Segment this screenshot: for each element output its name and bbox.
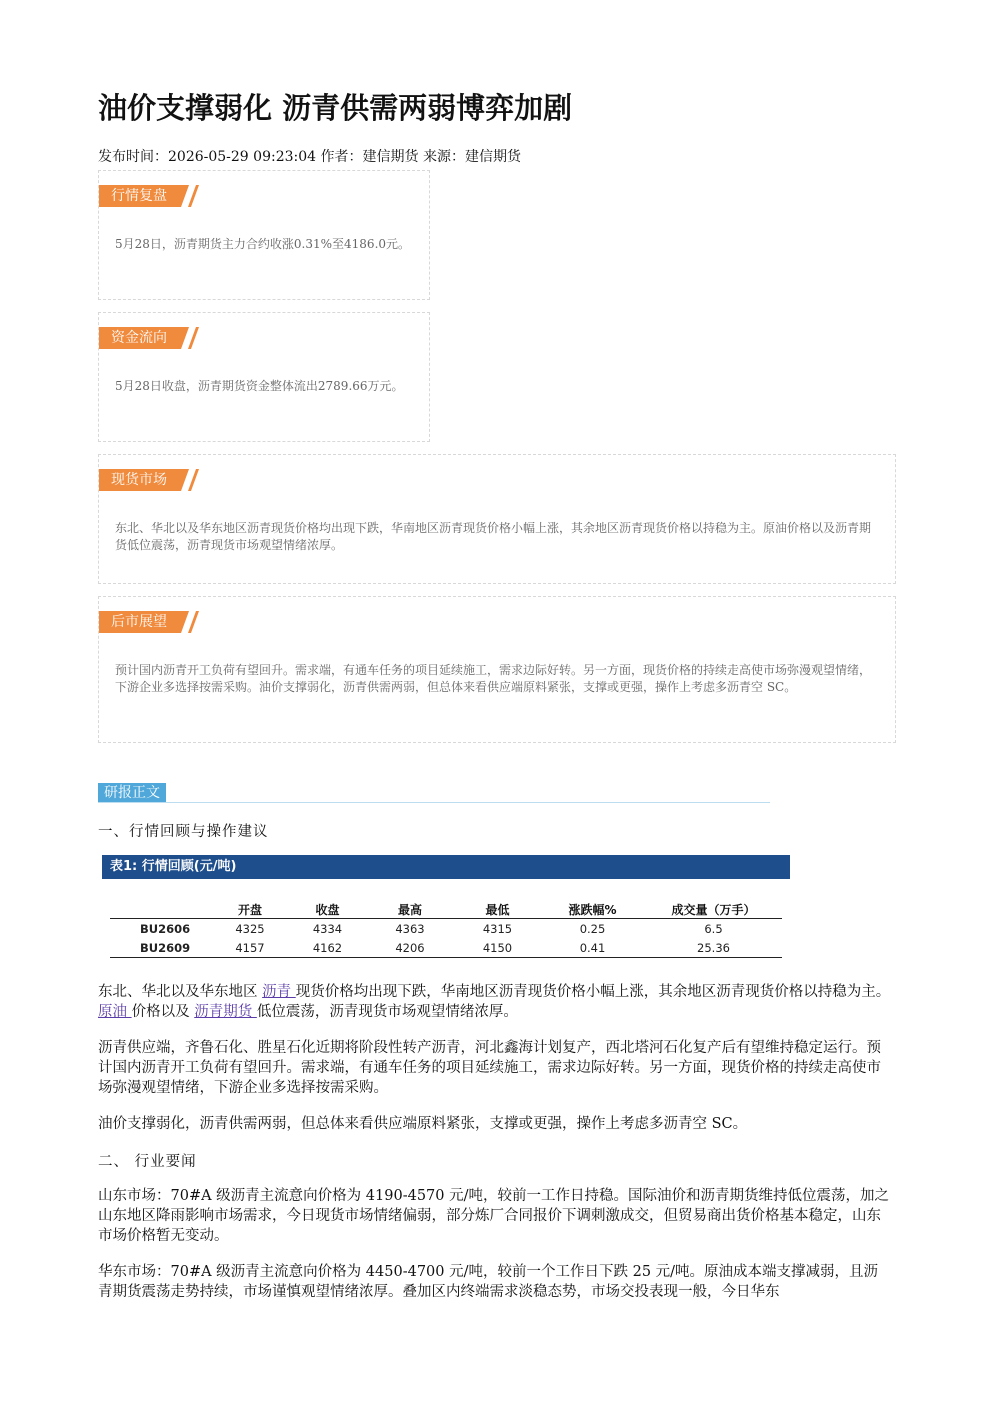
- paragraph-strategy: 油价支撑弱化，沥青供需两弱，但总体来看供应端原料紧张，支撑或更强，操作上考虑多沥青空 SC。: [98, 1116, 748, 1132]
- paragraph-supply: 沥青供应端，齐鲁石化、胜星石化近期将阶段性转产沥青，河北鑫海计划复产，西北塔河石化复产后有望维持稳定运行。预计国内沥青开工负荷有望回升。需求端，有通车任务的项目延续施工，需求边际好转。另一方面，现货价格的持续走高使市场弥漫观望情绪，下游企业多选择按需采购。: [98, 1040, 881, 1096]
- column-header: 成交量（万手）: [645, 900, 782, 919]
- spot-market-tag: 现货市场: [99, 469, 181, 491]
- spot-market-text: 东北、华北以及华东地区沥青现货价格均出现下跌，华南地区沥青现货价格小幅上涨，其余地区沥青现货价格以持稳为主。原油价格以及沥青期货低位震荡，沥青现货市场观望情绪浓厚。: [115, 521, 872, 552]
- fund-flow-text: 5月28日收盘，沥青期货资金整体流出2789.66万元。: [115, 379, 404, 393]
- text-run: 价格以及: [131, 1004, 195, 1020]
- volume-cell: 25.36: [645, 938, 782, 958]
- source-label: 来源：: [418, 149, 465, 165]
- close-cell: 4334: [312, 921, 343, 936]
- table-title: 表1: 行情回顾(元/吨): [110, 859, 237, 874]
- text-run: 东北、华北以及华东地区: [98, 984, 263, 1000]
- link-asphalt-futures[interactable]: 沥青期货: [194, 1004, 257, 1020]
- low-cell: 4150: [455, 938, 540, 958]
- high-cell: 4363: [395, 921, 425, 936]
- market-review-box: [98, 170, 430, 300]
- volume-cell: 6.5: [704, 921, 723, 936]
- outlook-tag: 后市展望: [99, 611, 181, 633]
- contract-code: BU2606: [140, 921, 191, 936]
- spot-market-box: [98, 454, 896, 584]
- fund-flow-box: [98, 312, 430, 442]
- heading-market-review: 一、行情回顾与操作建议: [98, 824, 269, 840]
- publish-label: 发布时间：: [98, 149, 168, 165]
- report-section-tag: 研报正文: [98, 783, 166, 803]
- column-header: [110, 900, 210, 919]
- paragraph-shandong: 山东市场：70#A 级沥青主流意向价格为 4190-4570 元/吨，较前一工作日持稳。国际油价和沥青期货维持低位震荡，加之山东地区降雨影响市场需求，今日现货市场情绪偏弱，部分炼厂合同报价下调刺激成交，但贸易商出货价格基本稳定，山东市场价格暂无变动。: [98, 1188, 889, 1244]
- table-header-row: [110, 900, 782, 919]
- author: 建信期货: [362, 149, 419, 165]
- quote-table: [110, 900, 782, 958]
- market-review-text: 5月28日，沥青期货主力合约收涨0.31%至4186.0元。: [115, 237, 411, 251]
- column-header: 开盘: [210, 900, 290, 919]
- change-cell: 0.25: [579, 921, 606, 936]
- source: 建信期货: [464, 149, 521, 165]
- change-cell: 0.41: [540, 938, 645, 958]
- table-row: [110, 919, 782, 939]
- close-cell: 4162: [290, 938, 365, 958]
- contract-code: BU2609: [110, 938, 210, 958]
- article-meta: [98, 146, 521, 166]
- table-title-bar: [102, 855, 790, 879]
- outlook-text: 预计国内沥青开工负荷有望回升。需求端，有通车任务的项目延续施工，需求边际好转。另一方面，现货价格的持续走高使市场弥漫观望情绪，下游企业多选择按需采购。油价支撑弱化，沥青供需两弱，但总体来看供应端原料紧张，支撑或更强，操作上考虑多沥青空 SC。: [115, 663, 872, 694]
- publish-time: 2026-05-29 09:23:04: [168, 149, 317, 165]
- section-divider: [98, 802, 770, 803]
- open-cell: 4157: [210, 938, 290, 958]
- outlook-box: [98, 596, 896, 743]
- column-header: 涨跌幅%: [540, 900, 645, 919]
- paragraph-east-china: 华东市场：70#A 级沥青主流意向价格为 4450-4700 元/吨，较前一个工作日下跌 25 元/吨。原油成本端支撑减弱，且沥青期货震荡走势持续，市场谨慎观望情绪浓厚。叠加区内终端需求淡稳态势，市场交投表现一般，今日华东: [98, 1264, 879, 1300]
- text-run: 现货价格均出现下跌，华南地区沥青现货价格小幅上涨，其余地区沥青现货价格以持稳为主。: [295, 984, 891, 1000]
- fund-flow-tag: 资金流向: [99, 327, 181, 349]
- high-cell: 4206: [365, 938, 455, 958]
- column-header: 收盘: [290, 900, 365, 919]
- table-row: [110, 938, 782, 958]
- heading-industry-news: 二、 行业要闻: [98, 1154, 197, 1170]
- paragraph-spot-summary: [98, 982, 892, 1022]
- low-cell: 4315: [482, 921, 513, 936]
- column-header: 最高: [365, 900, 455, 919]
- column-header: 最低: [455, 900, 540, 919]
- text-run: 低位震荡，沥青现货市场观望情绪浓厚。: [256, 1004, 518, 1020]
- page-title: 油价支撑弱化 沥青供需两弱博弈加剧: [98, 91, 573, 125]
- market-review-tag: 行情复盘: [99, 185, 181, 207]
- link-asphalt[interactable]: 沥青: [262, 984, 296, 1000]
- open-cell: 4325: [235, 921, 265, 936]
- link-crude-oil[interactable]: 原油: [98, 1004, 132, 1020]
- author-label: 作者：: [316, 149, 363, 165]
